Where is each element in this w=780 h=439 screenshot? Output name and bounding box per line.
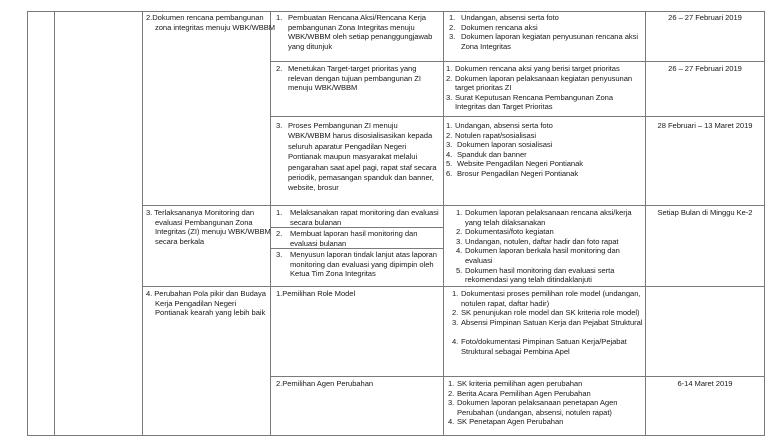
output-cell xyxy=(446,121,643,179)
activity-text: Proses Pembangunan ZI menuju WBK/WBBM harus disosialisasikan kepada seluruh aparatur Pengadilan Negeri Pontianak maupun masyarakat melalui pengarahan saat apel pagi, rapat staf secara periodik, pemasangan spanduk dan banner, website, brosur xyxy=(288,121,437,193)
objective-cell: 2.Dokumen rencana pembangunan zona integritas menuju WBK/WBBM xyxy=(146,13,275,32)
list-item-text: Dokumen laporan pelaksanaan penetapan Agen Perubahan (undangan, absensi, notulen rapat) xyxy=(457,398,618,417)
list-item-text: Undangan, absensi serta foto xyxy=(461,13,559,22)
list-item xyxy=(452,337,644,356)
list-number: 1. xyxy=(446,64,453,73)
list-item-text: Undangan, absensi serta foto xyxy=(455,121,553,130)
list-number: 4. xyxy=(456,246,463,256)
output-cell xyxy=(449,13,643,51)
list-item xyxy=(446,121,643,131)
schedule-cell: 26 – 27 Februari 2019 xyxy=(668,13,742,22)
list-number: 3. xyxy=(446,92,453,102)
list-number: 5. xyxy=(456,265,463,275)
activity-cell: 1.Pemilihan Role Model xyxy=(276,289,356,298)
list-item xyxy=(446,93,643,112)
list-number: 2. xyxy=(448,388,455,398)
output-cell xyxy=(456,208,644,285)
list-number: 1. xyxy=(276,208,283,217)
col-border xyxy=(27,11,28,436)
list-item-text: Dokumen rencana aksi yang berisi target prioritas xyxy=(455,64,620,73)
list-item xyxy=(449,32,643,51)
list-number: 3. xyxy=(449,32,456,42)
list-item xyxy=(456,208,644,227)
activity-cell xyxy=(276,208,440,227)
list-number: 2. xyxy=(452,308,459,318)
list-number: 4. xyxy=(452,336,459,346)
list-item xyxy=(446,64,643,74)
list-item xyxy=(456,246,644,265)
activity-cell: 2.Pemilihan Agen Perubahan xyxy=(276,379,374,388)
list-item-text: Spanduk dan banner xyxy=(457,149,527,159)
list-number: 4. xyxy=(448,417,455,427)
activity-text: Menetukan Target-target prioritas yang relevan dengan tujuan pembangunan ZI menuju WBK/WBBM xyxy=(288,64,421,93)
list-number: 1. xyxy=(446,121,453,130)
list-item-text: Dokumen laporan kegiatan penyusunan rencana aksi Zona Integritas xyxy=(461,32,639,51)
list-item-text: Dokumen laporan berkala hasil monitoring dan evaluasi xyxy=(465,246,620,265)
list-number: 3. xyxy=(452,317,459,327)
list-number: 6. xyxy=(446,168,453,178)
col-border xyxy=(764,11,765,436)
list-number: 1. xyxy=(449,13,456,22)
objective-cell: 3. Terlaksananya Monitoring dan evaluasi Pembangunan Zona Integritas (ZI) menuju WBK/WBBM secara berkala xyxy=(146,208,271,246)
list-item xyxy=(456,227,644,237)
list-number: 1. xyxy=(456,208,463,217)
list-item-text: Menyusun laporan tindak lanjut atas laporan monitoring dan evaluasi yang dipimpin oleh Ketua Tim Zona Integritas xyxy=(290,250,437,279)
row-border xyxy=(270,61,765,62)
list-number: 2. xyxy=(276,229,283,238)
list-item xyxy=(446,140,643,150)
row-border xyxy=(270,116,765,117)
list-item-text: Membuat laporan hasil monitoring dan evaluasi bulanan xyxy=(290,229,418,248)
list-item xyxy=(452,318,644,328)
row-border xyxy=(142,286,765,287)
list-item xyxy=(452,289,644,308)
list-item xyxy=(448,389,644,399)
activity-cell xyxy=(276,13,440,51)
list-item xyxy=(456,266,644,285)
output-cell xyxy=(446,64,643,112)
list-number: 3. xyxy=(276,121,283,130)
list-item-text: Dokumen laporan sosialisasi xyxy=(457,140,553,150)
list-number: 1. xyxy=(448,379,455,388)
list-number: 3. xyxy=(448,398,455,408)
activity-text: Pembuatan Rencana Aksi/Rencana Kerja pembangunan Zona Integritas menuju WBK/WBBM oleh setiap penanggungjawab yang ditunjuk xyxy=(288,13,433,51)
list-item xyxy=(448,379,644,389)
schedule-cell: 26 – 27 Februari 2019 xyxy=(668,64,742,73)
list-item xyxy=(452,308,644,318)
list-item-text: Melaksanakan rapat monitoring dan evaluasi secara bulanan xyxy=(290,208,439,227)
list-item-text: Notulen rapat/sosialisasi xyxy=(455,130,537,140)
list-item-text: Foto/dokumentasi Pimpinan Satuan Kerja/Pejabat Struktural sebagai Pembina Apel xyxy=(461,336,627,356)
list-item xyxy=(446,131,643,141)
list-item-text: Dokumen hasil monitoring dan evaluasi serta rekomendasi yang telah ditindaklanjuti xyxy=(465,265,615,285)
list-item-text: SK kriteria pemilihan agen perubahan xyxy=(457,379,583,388)
activity-cell xyxy=(276,229,440,248)
activity-cell xyxy=(276,64,440,93)
row-border xyxy=(270,376,765,377)
list-item-text: Brosur Pengadilan Negeri Pontianak xyxy=(457,168,579,178)
list-item-text: Absensi Pimpinan Satuan Kerja dan Pejabat Struktural xyxy=(461,317,643,327)
list-number: 2. xyxy=(449,22,456,32)
list-number: 1. xyxy=(276,13,283,22)
list-item xyxy=(446,169,643,179)
list-number: 3. xyxy=(456,236,463,246)
col-border xyxy=(645,11,646,436)
list-number: 1. xyxy=(452,289,459,298)
row-border xyxy=(27,11,765,12)
output-cell xyxy=(452,289,644,356)
list-number: 5. xyxy=(446,159,453,169)
list-item-text: Undangan, notulen, daftar hadir dan foto rapat xyxy=(465,236,619,246)
list-number: 2. xyxy=(446,130,453,140)
list-item-text: Dokumen laporan pelaksanaan kegiatan penyusunan target prioritas ZI xyxy=(455,73,633,93)
list-item-text: Dokumen rencana aksi xyxy=(461,22,538,32)
list-number: 2. xyxy=(456,227,463,237)
list-item-text: SK penunjukan role model dan SK kriteria role model) xyxy=(461,308,640,318)
list-item xyxy=(449,23,643,33)
schedule-cell: 6-14 Maret 2019 xyxy=(677,379,733,388)
output-cell xyxy=(448,379,644,427)
list-item xyxy=(448,417,644,427)
list-item xyxy=(446,150,643,160)
schedule-cell: 28 Februari – 13 Maret 2019 xyxy=(657,121,753,130)
row-border xyxy=(27,435,765,436)
list-item xyxy=(448,398,644,417)
list-item-text: SK Penetapan Agen Perubahan xyxy=(457,417,564,427)
objective-cell: 4. Perubahan Pola pikir dan Budaya Kerja Pengadilan Negeri Pontianak kearah yang lebih baik xyxy=(146,289,266,318)
spacer xyxy=(452,327,644,337)
list-item xyxy=(446,74,643,93)
list-item-text: Dokumen laporan pelaksanaan rencana aksi/kerja yang telah dilaksanakan xyxy=(465,208,632,227)
list-item xyxy=(449,13,643,23)
list-number: 3. xyxy=(276,250,283,259)
list-item-text: Dokumentasi/foto kegiatan xyxy=(465,227,554,237)
list-item xyxy=(446,159,643,169)
col-border xyxy=(54,11,55,436)
list-item-text: Berita Acara Pemilihan Agen Perubahan xyxy=(457,388,591,398)
list-item-text: Surat Keputusan Rencana Pembangunan Zona Integritas dan Target Prioritas xyxy=(455,92,614,112)
list-number: 2. xyxy=(446,73,453,83)
activity-cell xyxy=(276,250,440,279)
list-item-text: Dokumentasi proses pemilihan role model (undangan, notulen rapat, daftar hadir) xyxy=(461,289,641,308)
schedule-cell: Setiap Bulan di Minggu Ke-2 xyxy=(657,208,753,217)
list-number: 2. xyxy=(276,64,283,73)
list-item-text: Website Pengadilan Negeri Pontianak xyxy=(457,159,584,169)
list-number: 3. xyxy=(446,140,453,150)
list-item xyxy=(456,237,644,247)
row-border xyxy=(142,205,765,206)
col-border xyxy=(142,11,143,436)
col-border xyxy=(443,11,444,436)
activity-cell xyxy=(276,121,440,194)
list-number: 4. xyxy=(446,149,453,159)
